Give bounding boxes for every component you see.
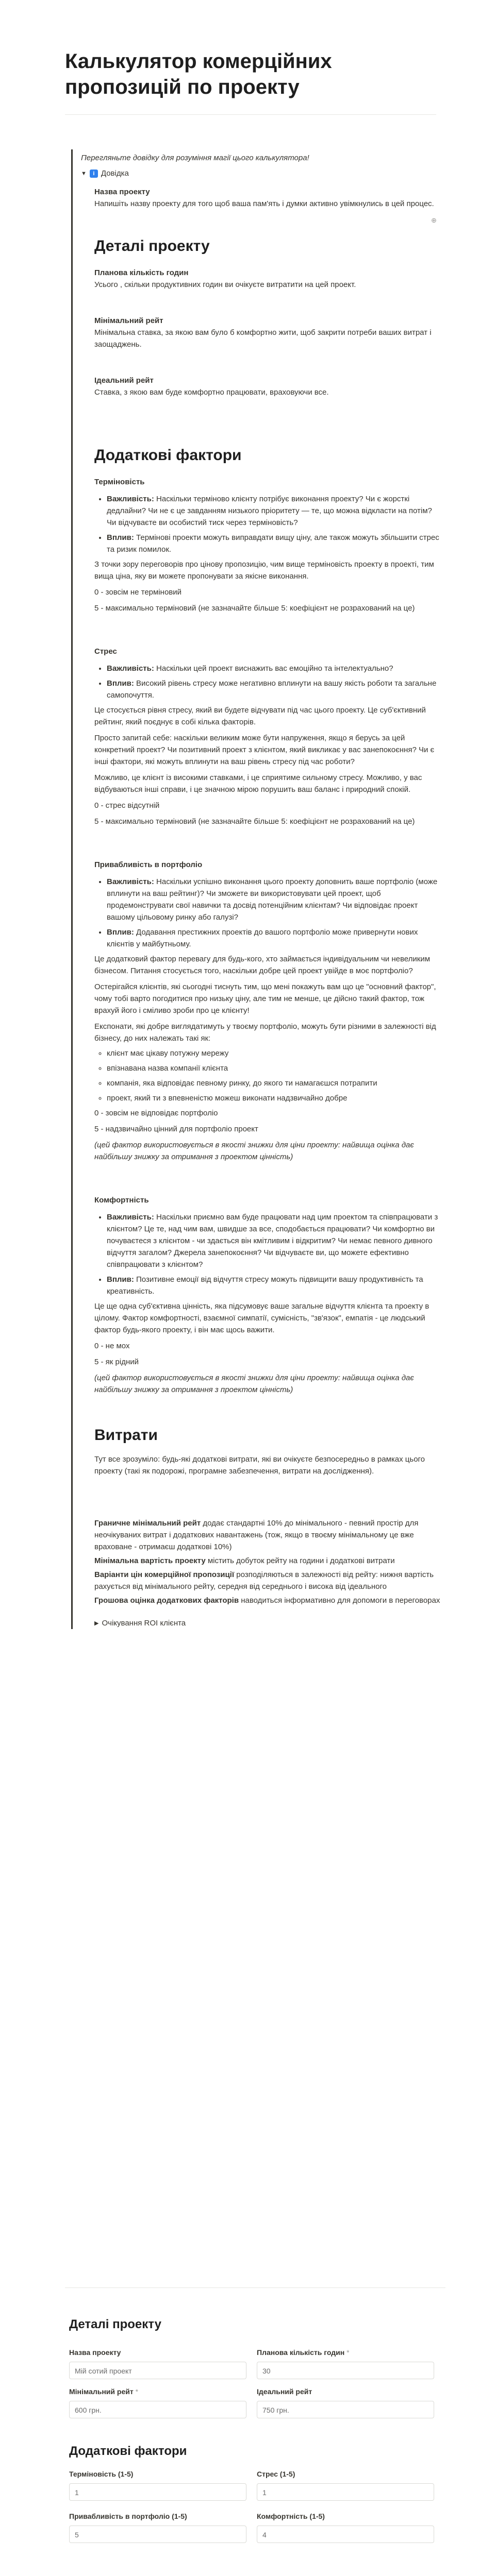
- portfolio-list: [94, 876, 442, 950]
- costs-text: Тут все зрозуміло: будь-які додаткові витрати, які ви очікуєте безпосередньо в рамках цього проекту (такі як подорожі, програмне забезпечення, витрати на дослідження).: [94, 1455, 425, 1476]
- portfolio-label: Привабливість в портфоліо: [94, 860, 203, 869]
- rule-1: Граничне мінімальний рейт додає стандартні 10% до мінімального - певний простір для неочікуваних витрат і додаткових навантажень (тож, якщо в твоєму мінімальному це вже враховане - отримаєш додаткові 10%): [94, 1519, 419, 1551]
- comfort-label: Комфортність: [94, 1196, 149, 1205]
- form-details-heading: Деталі проекту: [69, 2317, 161, 2331]
- comfort-input[interactable]: 4: [257, 2526, 434, 2543]
- portfolio-note: (цей фактор використовується в якості знижки для ціни проекту: найвища оцінка дає найбільшу знижку за отримання з проектом цінність): [94, 1141, 414, 1161]
- page-title: Калькулятор комерційних пропозицій по проекту: [65, 50, 332, 98]
- comfort-min: 0 - не мох: [94, 1342, 130, 1350]
- help-body: [81, 187, 442, 1629]
- list-item: • Важливість: Наскільки терміново клієнту потрібує виконання проекту? Чи є жорсткі дедлайни? Чи не є це завданням низького пріоритету — те, що можна відкласти на потім? Чи відчуваєте ви особистий тиск через терміновість?: [107, 493, 442, 529]
- help-toggle-label: Довідка: [101, 169, 129, 178]
- stress-label: Стрес: [94, 647, 117, 656]
- roi-toggle-label: Очікування ROI клієнта: [102, 1619, 186, 1628]
- form-stress-label: Стрес (1-5): [257, 2470, 295, 2478]
- urgency-list: [94, 493, 442, 555]
- roi-toggle[interactable]: [94, 1618, 442, 1629]
- form-factors-heading: Додаткові фактори: [69, 2444, 187, 2458]
- portfolio-input[interactable]: 5: [69, 2526, 246, 2543]
- ideal-rate-input[interactable]: 750 грн.: [257, 2401, 434, 2418]
- form-comfort-label: Комфортність (1-5): [257, 2512, 325, 2520]
- list-item: ◦ проект, який ти з впевненістю можеш виконати надзвичайно добре: [107, 1092, 442, 1104]
- comfort-note: (цей фактор використовується в якості знижки для ціни проекту: найвища оцінка дає найбільшу знижку за отримання з проектом цінність): [94, 1374, 414, 1394]
- list-item: • Вплив: Високий рівень стресу може негативно вплинути на вашу якість роботи та загальне самопочуття.: [107, 677, 442, 701]
- toggle-open-icon: ▼: [81, 171, 87, 177]
- link-icon: ⊕: [431, 216, 437, 224]
- urgency-min: 0 - зовсім не терміновий: [94, 588, 182, 597]
- planned-hours-text: Усього , скільки продуктивних годин ви очікуєте витратити на цей проект.: [94, 280, 356, 289]
- rule-2: Мінімальна вартість проекту містить добуток рейту на години і додаткові витрати: [94, 1556, 395, 1565]
- project-name-input[interactable]: Мій сотий проект: [69, 2362, 246, 2379]
- stress-text-3: Можливо, це клієнт із високими ставками, і це сприятиме сильному стресу. Можливо, у вас відбуваються інші справи, і це значною мірою порушить ваш баланс і природний спокій.: [94, 773, 422, 794]
- form-min-rate-label: Мінімальний рейт *: [69, 2387, 139, 2396]
- comfort-max: 5 - як рідний: [94, 1358, 139, 1366]
- help-toggle[interactable]: [81, 168, 442, 179]
- form-divider: [65, 2287, 446, 2288]
- rule-4: Грошова оцінка додаткових факторів наводиться інформативно для допомоги в переговорах: [94, 1596, 440, 1605]
- project-name-label: Назва проекту: [94, 188, 150, 196]
- help-content: [71, 149, 442, 1629]
- help-intro: Перегляньте довідку для розуміння магії цього калькулятора!: [81, 154, 309, 162]
- portfolio-max: 5 - надзвичайно цінний для портфоліо проект: [94, 1125, 258, 1133]
- list-item: • Вплив: Терміновi проекти можуть виправдати вищу ціну, але також можуть збільшити стрес та ризик помилок.: [107, 532, 442, 555]
- toggle-closed-icon: ▶: [94, 1620, 99, 1626]
- stress-text-2: Просто запитай себе: наскільки великим може бути напруження, якщо я берусь за цей конкретний проект? Чи позитивний проект з клієнтом, який викликає у вас занепокоєння? Чи є інші фактори, які можуть вплинути на ваш рівень стресу під час роботи?: [94, 734, 435, 766]
- urgency-label: Терміновість: [94, 478, 145, 486]
- comfort-text: Це ще одна суб'єктивна цінність, яка підсумовує ваше загальне відчуття клієнта та проекту в цілому. Фактор комфортності, взаємної симпатії, сумісність, "зв'язок", емпатія - це людський фактор будь-якого проекту, і він має щось важити.: [94, 1302, 430, 1334]
- planned-hours-label: Планова кількість годин: [94, 268, 189, 277]
- list-item: • Важливість: Наскільки успішно виконання цього проекту доповнить ваше портфоліо (може вплинути на ваш рейтинг)? Чи зможете ви використовувати цей проект, щоб продемонструвати свої навички та досвід потенційним клієнтам? Чи відповідає проект вашому цільовому ринку або галузі?: [107, 876, 442, 923]
- portfolio-text-1: Це додатковий фактор перевагу для будь-кого, хто займається індивідуальним чи невеликим бізнесом. Питання стосується того, наскільки добре цей проект увійде в моє портфоліо?: [94, 955, 431, 975]
- factors-heading: Додаткові фактори: [94, 447, 242, 464]
- stress-text-1: Це стосується рівня стресу, який ви будете відчувати під час цього проекту. Це суб'єктивний рейтинг, який поєднує в собі кілька факторів.: [94, 706, 426, 726]
- title-divider: [65, 114, 436, 115]
- form-portfolio-label: Привабливість в портфоліо (1-5): [69, 2512, 187, 2520]
- urgency-max: 5 - максимально терміновий (не зазначайте більше 5: коефіцієнт не розрахований на це): [94, 604, 415, 613]
- list-item: ◦ впізнавана назва компанії клієнта: [107, 1062, 442, 1074]
- planned-hours-input[interactable]: 30: [257, 2362, 434, 2379]
- comfort-list: [94, 1211, 442, 1297]
- list-item: ◦ клієнт має цікаву потужну мережу: [107, 1047, 442, 1059]
- details-heading: Деталі проекту: [94, 238, 210, 255]
- list-item: • Важливість: Наскільки цей проект виснажить вас емоційно та інтелектуально?: [107, 663, 442, 674]
- stress-input[interactable]: 1: [257, 2483, 434, 2501]
- project-name-text: Напишіть назву проекту для того щоб ваша пам'ять і думки активно увімкнулись в цей процес.: [94, 199, 434, 208]
- portfolio-text-3: Експонати, які добре виглядатимуть у твоєму портфоліо, можуть бути різними в залежності від бізнесу, до них належать такі як:: [94, 1022, 436, 1043]
- min-rate-text: Мінімальна ставка, за якою вам було б комфортно жити, щоб закрити потреби ваших витрат і заощаджень.: [94, 328, 432, 349]
- form-ideal-rate-label: Ідеальний рейт: [257, 2387, 312, 2396]
- form-urgency-label: Терміновість (1-5): [69, 2470, 134, 2478]
- portfolio-text-2: Остерігайся клієнтів, які сьогодні тиснуть тим, що мені покажуть вам що це "основний фактор", чому тобі варто погодитися про низьку ціну, але тим не менше, це дійсно такий фактор, тож врахуй його і сміливо зроби про це клієнту!: [94, 982, 436, 1015]
- list-item: • Вплив: Позитивне емоції від відчуття стресу можуть підвищити вашу продуктивність та креативність.: [107, 1274, 442, 1297]
- stress-list: [94, 663, 442, 701]
- min-rate-label: Мінімальний рейт: [94, 316, 163, 325]
- stress-min: 0 - стрес відсутній: [94, 801, 160, 810]
- list-item: • Важливість: Наскільки приємно вам буде працювати над цим проектом та співпрацювати з клієнтом? Це те, над чим вам, швидше за все, сподобається працювати? Чи комфортно ви почуваєтеся з клієнтом - чи здається він кмітливим і відкритим? Чи немає певного дивного відчуття загалом? Джерела занепокоєння? Чи відчуваєте ви, що можете ефективно співпрацювати з клієнтом?: [107, 1211, 442, 1270]
- list-item: • Вплив: Додавання престижних проектів до вашого портфоліо може привернути нових клієнтів у майбутньому.: [107, 926, 442, 950]
- ideal-rate-label: Ідеальний рейт: [94, 376, 154, 385]
- calculator-form: [65, 2298, 436, 2576]
- portfolio-examples: [94, 1047, 442, 1104]
- costs-heading: Витрати: [94, 1427, 158, 1444]
- min-rate-input[interactable]: 600 грн.: [69, 2401, 246, 2418]
- form-name-label: Назва проекту: [69, 2348, 121, 2357]
- rule-3: Варіанти цін комерційної пропозиції розподіляються в залежності від рейту: нижня вартість рахується від мінімального рейту, середня від середнього і висока від ідеального: [94, 1570, 434, 1591]
- list-item: ◦ компанія, яка відповідає певному ринку, до якого ти намагаєшся потрапити: [107, 1077, 442, 1089]
- stress-max: 5 - максимально терміновий (не зазначайте більше 5: коефіцієнт не розрахований на це): [94, 817, 415, 826]
- portfolio-min: 0 - зовсім не відповідає портфоліо: [94, 1109, 218, 1117]
- form-hours-label: Планова кількість годин *: [257, 2348, 350, 2357]
- info-icon: i: [90, 170, 98, 178]
- urgency-input[interactable]: 1: [69, 2483, 246, 2501]
- ideal-rate-text: Ставка, з якою вам буде комфортно працювати, враховуючи все.: [94, 388, 329, 397]
- urgency-text: З точки зору переговорів про цінову пропозицію, чим вище терміновість проекту в проекті, тим вища ціна, яку ви можете пропонувати за якісне виконання.: [94, 560, 434, 581]
